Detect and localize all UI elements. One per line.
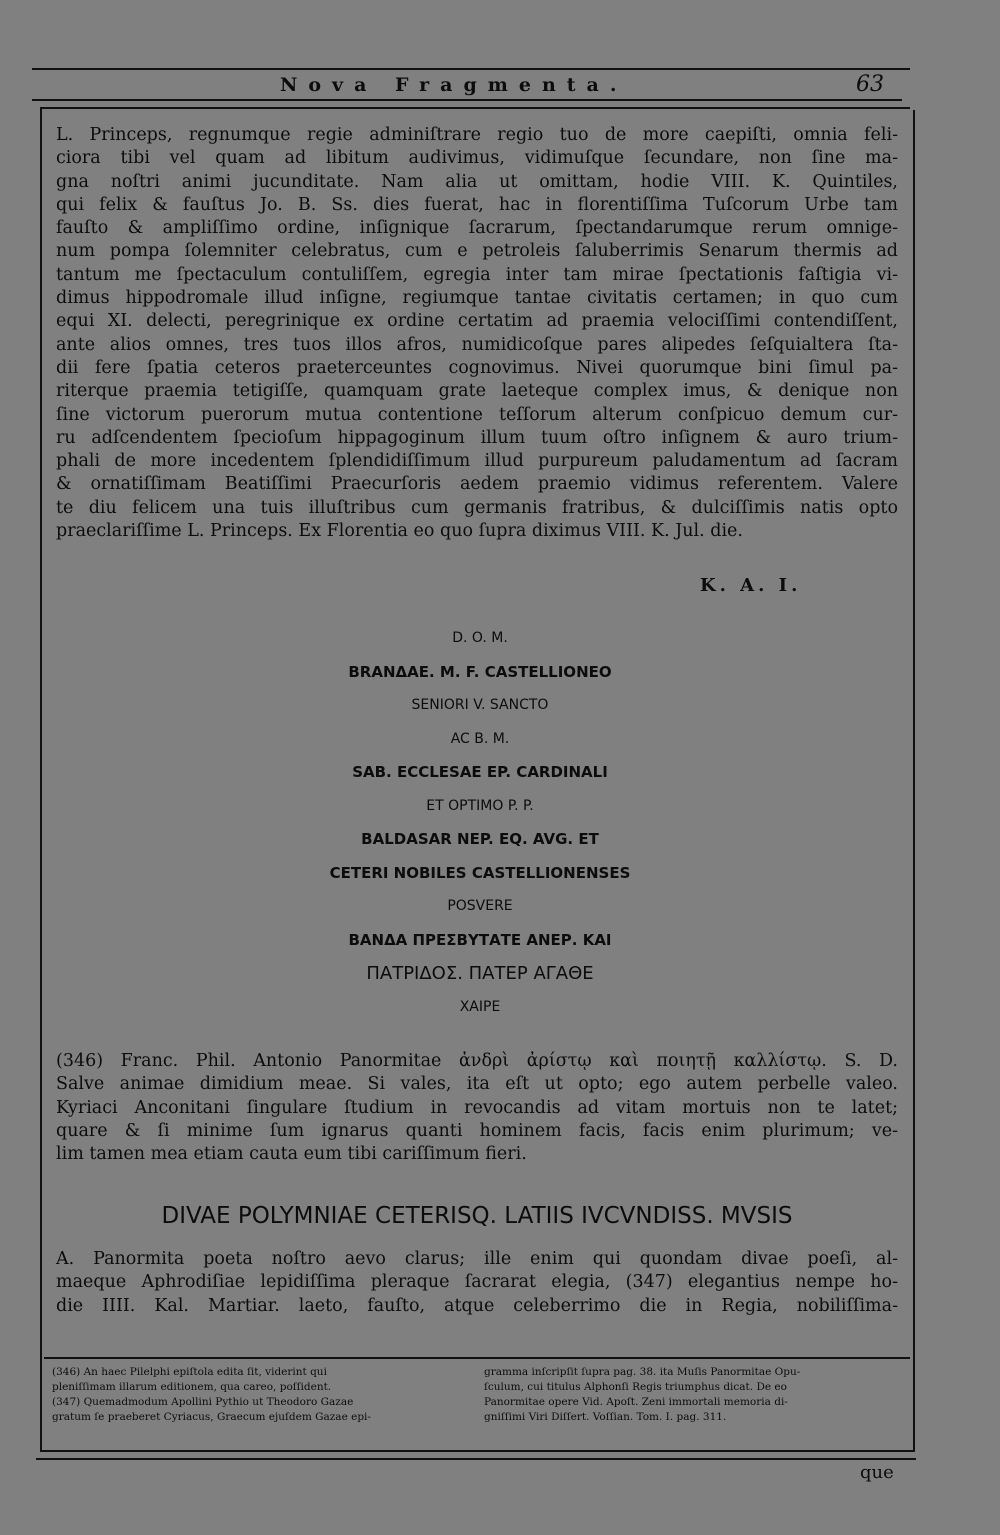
text-line: te diu felicem una tuis illuſtribus cum germanis fratribus, & dulciſſimis natis opto (56, 497, 898, 518)
text-line: fauſto & ampliſſimo ordine, inſignique ſacrarum, ſpectandarumque rerum omnige- (56, 218, 898, 239)
text-box-top-rule (40, 107, 910, 109)
text-line: praeclariſſime L. Princeps. Ex Florentia eo quo ſupra diximus VIII. K. Jul. die. (56, 521, 743, 542)
text-line: A. Panormita poeta noſtro aevo clarus; ille enim qui quondam divae poeſi, al- (56, 1249, 898, 1269)
text-line: ante alios omnes, tres tuos illos afros, numidicoſque pares alipedes ſeſquialtera ſta- (56, 334, 898, 355)
text-line: dimus hippodromale illud inſigne, regiumque tantae civitatis certamen; in quo cum (56, 288, 898, 309)
text-line: qui felix & fauſtus Jo. B. Ss. dies fuerat, hac in florentiſſima Tuſcorum Urbe tam (56, 194, 898, 215)
footnotes-left-column (52, 1365, 467, 1425)
text-line: ciora tibi vel quam ad libitum audivimus, vidimuſque ſecundare, non ſine ma- (56, 148, 898, 169)
footnote-separator-rule (44, 1357, 910, 1359)
inscription-line: BANΔA ΠΡΕΣΒΥΤΑΤΕ ΑΝΕΡ. ΚΑΙ (348, 930, 612, 949)
text-line: riterque praemia tetigiſſe, quamquam grate laeteque complex imus, & denique non (56, 381, 898, 402)
inscription-line: ΠΑΤΡΙΔΟΣ. ΠΑΤΕΡ ΑΓΑΘΕ (366, 963, 594, 984)
text-line: equi XI. delecti, peregrinique ex ordine certatim ad praemia velociſſimi contendiſſent, (56, 311, 898, 332)
inscription-line: CETERI NOBILES CASTELLIONENSES (329, 863, 631, 882)
text-line: phali de more incedentem ſplendidiſſimum illud purpureum paludamentum ad ſacram (56, 451, 898, 472)
letter-signature: K. A. I. (700, 575, 802, 596)
header-rule-bottom (32, 99, 902, 101)
second-letter-body (56, 1050, 898, 1166)
header-rule-top (32, 68, 910, 70)
inscription-line: ET OPTIMO P. P. (426, 797, 534, 814)
text-box-bottom-rule (40, 1450, 915, 1452)
catchword: que (860, 1462, 894, 1483)
footnote-line: (347) Quemadmodum Apollini Pythio ut Theodoro Gazae (52, 1396, 354, 1408)
text-line: (346) Franc. Phil. Antonio Panormitae ἀνδρὶ ἀρίστῳ καὶ ποιητῇ καλλίστῳ. S. D. (56, 1051, 898, 1071)
text-line: lim tamen mea etiam cauta eum tibi cariſſimum fieri. (56, 1144, 527, 1165)
text-line: & ornatiſſimam Beatiſſimi Praecurſoris aedem praemio vidimus referentem. Valere (56, 474, 898, 495)
text-box-left-rule (40, 107, 42, 1452)
inscription-line: BALDASAR NEP. EQ. AVG. ET (361, 830, 599, 848)
page-bottom-rule (36, 1458, 916, 1460)
inscription-line: POSVERE (447, 898, 513, 914)
text-line: ſine victorum puerorum mutua contentione teſſorum alterum conſpicuo demum cur- (56, 404, 898, 425)
footnote-line: gratum ſe praeberet Cyriacus, Graecum ejuſdem Gazae epi- (52, 1411, 371, 1423)
inscription-line: ΧΑΙΡΕ (459, 998, 501, 1015)
inscription-line: AC B. M. (450, 730, 510, 747)
footnote-line: Panormitae opere Vid. Apoſt. Zeni immortali memoria di- (484, 1396, 788, 1408)
inscription-line: SENIORI V. SANCTO (411, 697, 549, 713)
text-line: L. Princeps, regnumque regie adminiſtrare regio tuo de more caepiſti, omnia feli- (56, 125, 898, 145)
text-line: maeque Aphrodiſiae lepidiſſima pleraque ſacrarat elegia, (347) elegantius nempe ho- (56, 1272, 898, 1293)
inscription-line: BRANΔAE. M. F. CASTELLIONEO (348, 662, 612, 681)
text-line: dii fere ſpatia ceteros praeterceuntes cognovimus. Nivei quorumque bini ſimul pa- (56, 357, 898, 378)
footnote-line: (346) An haec Pilelphi epiſtola edita ſit, viderint qui (52, 1366, 327, 1378)
page-number: 63 (856, 72, 884, 97)
dedication-heading: DIVAE POLYMNIAE CETERISQ. LATIIS IVCVNDISS. MVSIS (161, 1203, 793, 1229)
inscription-line: D. O. M. (452, 630, 508, 646)
footnote-line: gramma inſcripſit ſupra pag. 38. ita Muſis Panormitae Opu- (484, 1366, 801, 1378)
footnotes-right-column (484, 1365, 899, 1425)
text-box-right-rule (913, 110, 915, 1450)
text-line: ru adſcendentem ſpecioſum hippagoginum illum tuum oſtro inſignem & auro trium- (56, 427, 898, 448)
footnote-line: gniſſimi Viri Diſſert. Voſſian. Tom. I. pag. 311. (484, 1411, 727, 1423)
footnote-line: ſculum, cui titulus Alphonſi Regis triumphus dicat. De eo (484, 1381, 787, 1393)
text-line: gna noſtri animi jucunditate. Nam alia ut omittam, hodie VIII. K. Quintiles, (56, 171, 898, 192)
text-line: tantum me ſpectaculum contuliſſem, egregia inter tam mirae ſpectationis faſtigia vi- (56, 264, 898, 285)
text-line: Kyriaci Anconitani ſingulare ſtudium in revocandis ad vitam mortuis non te latet; (56, 1097, 898, 1118)
dedication-body (56, 1248, 898, 1318)
running-head: Nova Fragmenta. (280, 74, 628, 96)
inscription (200, 622, 760, 1024)
text-line: die IIII. Kal. Martiar. laeto, fauſto, atque celeberrimo die in Regia, nobiliſſima- (56, 1295, 898, 1316)
text-line: quare & ſi minime ſum ignarus quanti hominem facis, facis enim plurimum; ve- (56, 1120, 898, 1141)
text-line: num pompa ſolemniter celebratus, cum e petroleis ſaluberrimis Senarum thermis ad (56, 241, 898, 262)
letter-body (56, 124, 898, 543)
inscription-line: SAB. ECCLESAE EP. CARDINALI (352, 763, 608, 781)
footnote-line: pleniſſimam illarum editionem, qua careo, poſſident. (52, 1381, 332, 1393)
text-line: Salve animae dimidium meae. Si vales, ita eſt ut opto; ego autem perbelle valeo. (56, 1074, 898, 1095)
